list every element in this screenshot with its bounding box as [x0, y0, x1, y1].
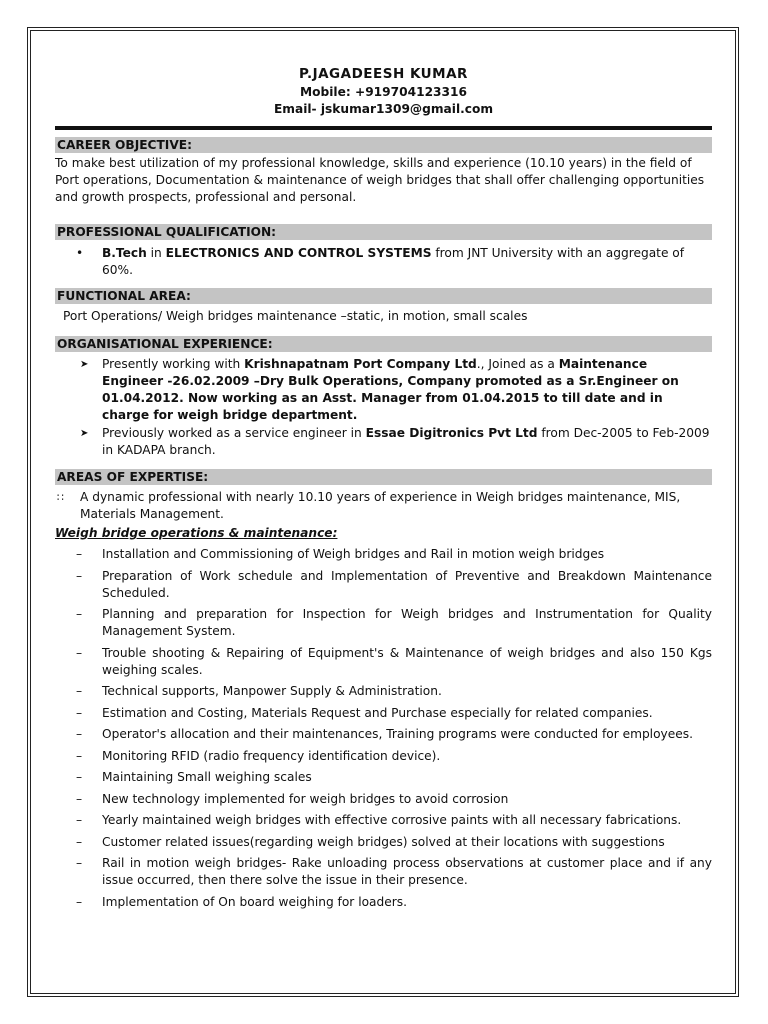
list-item	[55, 683, 712, 700]
expertise-title: AREAS OF EXPERTISE:	[55, 469, 712, 485]
arrow-icon: ➤	[80, 359, 89, 370]
exp1-text-c: ., Joined as a	[476, 357, 559, 371]
arrow-icon: ➤	[80, 428, 89, 439]
list-item-text: Estimation and Costing, Materials Request and Purchase especially for related companies.	[102, 705, 653, 720]
exp1-company: Krishnapatnam Port Company Ltd	[244, 357, 477, 371]
list-item-text: New technology implemented for weigh bridges to avoid corrosion	[102, 791, 509, 806]
weigh-bridge-subtitle: Weigh bridge operations & maintenance:	[55, 526, 338, 540]
qualification-title: PROFESSIONAL QUALIFICATION:	[55, 224, 712, 240]
list-item-text: Maintaining Small weighing scales	[102, 770, 312, 784]
dash-icon: –	[76, 813, 83, 827]
list-item	[55, 726, 712, 743]
list-item	[55, 812, 712, 829]
dash-icon: –	[76, 856, 83, 870]
career-objective-text: To make best utilization of my professional knowledge, skills and experience (10.10 years) in the field of Port operations, Documentation & maintenance of weigh bridges that shall offer challenging opportunities and growth prospects, professional and personal.	[55, 156, 705, 204]
dash-icon: –	[76, 684, 83, 698]
career-objective-title: CAREER OBJECTIVE:	[55, 137, 712, 153]
degree-in: in	[146, 246, 166, 260]
qualification-item	[55, 245, 712, 279]
dash-icon: –	[76, 607, 83, 621]
dash-icon: –	[76, 645, 83, 660]
exp2-text-a: Previously worked as a service engineer in	[102, 426, 366, 440]
list-item	[55, 645, 712, 679]
expertise-list	[55, 546, 712, 911]
exp2-company: Essae Digitronics Pvt Ltd	[365, 426, 538, 440]
dash-icon: –	[76, 568, 83, 583]
degree-branch: ELECTRONICS AND CONTROL SYSTEMS	[165, 246, 432, 260]
list-item-text: Installation and Commissioning of Weigh bridges and Rail in motion weigh bridges	[102, 547, 605, 561]
list-item	[55, 546, 712, 563]
list-item	[55, 606, 712, 640]
list-item	[55, 748, 712, 765]
list-item	[55, 791, 712, 808]
list-item-text: Planning and preparation for Inspection for Weigh bridges and Instrumentation for Quality Management System.	[102, 607, 712, 638]
dash-icon: –	[76, 705, 83, 720]
dash-icon: –	[76, 894, 83, 909]
functional-area-text: Port Operations/ Weigh bridges maintenance –static, in motion, small scales	[63, 309, 528, 323]
list-item-text: Customer related issues(regarding weigh bridges) solved at their locations with suggestions	[102, 834, 665, 849]
list-item-text: Rail in motion weigh bridges- Rake unloading process observations at customer place and if any issue occurred, then there solve the issue in their presence.	[102, 856, 712, 887]
exp1-role: Maintenance Engineer -26.02.2009 –Dry Bulk Operations, Company promoted as a Sr.Engineer on 01.04.2012. Now working as an Asst. Manager from 01.04.2015 to till date and in charge for weigh bridge department.	[102, 357, 679, 422]
expertise-summary	[55, 489, 712, 523]
functional-area-title: FUNCTIONAL AREA:	[55, 288, 712, 304]
list-item-text: Monitoring RFID (radio frequency identification device).	[102, 748, 441, 763]
list-item	[55, 705, 712, 722]
mobile-line: Mobile: +919704123316	[300, 85, 467, 99]
dash-icon: –	[76, 547, 83, 561]
list-item	[55, 855, 712, 889]
experience-item-1	[55, 356, 712, 424]
dash-icon: –	[76, 748, 83, 763]
list-item-text: Operator's allocation and their maintenances, Training programs were conducted for employees.	[102, 727, 693, 741]
bullet-icon: •	[76, 246, 84, 260]
dash-icon: –	[76, 727, 83, 741]
dash-icon: –	[76, 834, 83, 849]
dash-icon: –	[76, 791, 83, 806]
list-item-text: Preparation of Work schedule and Implementation of Preventive and Breakdown Maintenance Scheduled.	[102, 568, 712, 600]
candidate-name: P.JAGADEESH KUMAR	[299, 66, 468, 82]
experience-item-2	[55, 425, 712, 459]
expertise-summary-text: A dynamic professional with nearly 10.10 years of experience in Weigh bridges maintenance, MIS, Materials Management.	[80, 490, 681, 521]
list-item-text: Yearly maintained weigh bridges with effective corrosive paints with all necessary fabrications.	[102, 813, 682, 827]
degree-rest: from JNT University with an aggregate of 60%.	[102, 246, 685, 277]
list-item	[55, 894, 712, 911]
list-item-text: Trouble shooting & Repairing of Equipment's & Maintenance of weigh bridges and also 150 Kgs weighing scales.	[102, 645, 712, 677]
degree: B.Tech	[102, 246, 147, 260]
resume-body	[55, 66, 712, 915]
list-item	[55, 769, 712, 786]
resume-header	[55, 66, 712, 118]
dash-icon: –	[76, 770, 83, 784]
list-item	[55, 834, 712, 851]
square-bullet-icon: ∷	[57, 491, 64, 504]
exp1-text-a: Presently working with	[102, 357, 245, 371]
email-line: Email- jskumar1309@gmail.com	[273, 102, 494, 116]
list-item	[55, 568, 712, 602]
list-item-text: Technical supports, Manpower Supply & Administration.	[102, 684, 442, 698]
experience-title: ORGANISATIONAL EXPERIENCE:	[55, 336, 712, 352]
exp2-text-c: from Dec-2005 to Feb-2009 in KADAPA branch.	[102, 426, 710, 457]
list-item-text: Implementation of On board weighing for loaders.	[102, 894, 407, 909]
